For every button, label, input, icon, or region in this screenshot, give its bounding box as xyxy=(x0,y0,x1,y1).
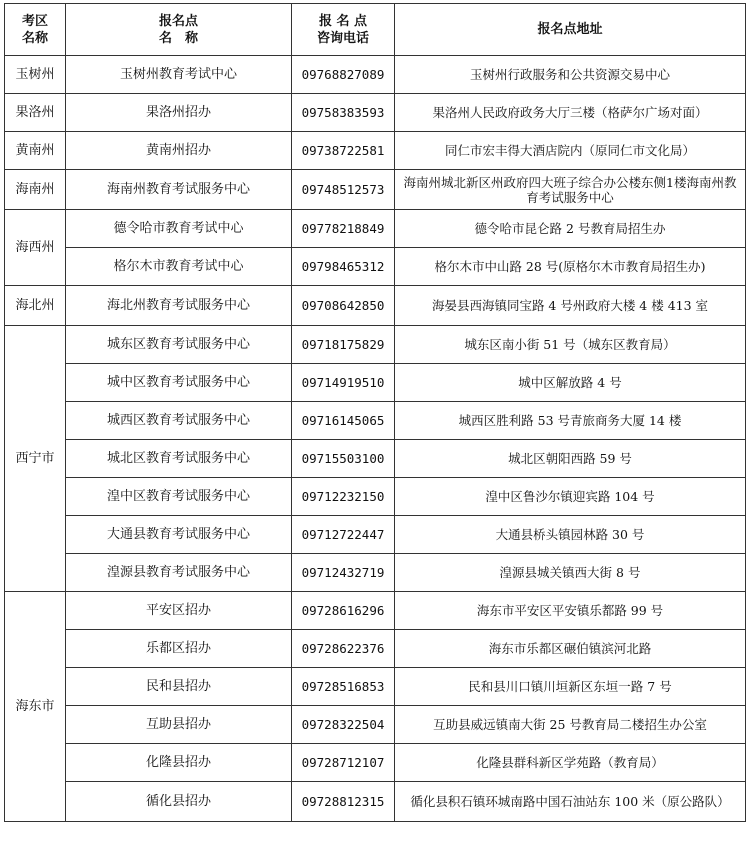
region-cell: 西宁市 xyxy=(5,326,66,592)
address-cell: 果洛州人民政府政务大厅三楼（格萨尔广场对面） xyxy=(395,94,746,132)
address-cell: 同仁市宏丰得大酒店院内（原同仁市文化局） xyxy=(395,132,746,170)
address-cell: 循化县积石镇环城南路中国石油站东 100 米（原公路队） xyxy=(395,782,746,822)
phone-cell: 09715503100 xyxy=(292,440,395,478)
site-cell: 果洛州招办 xyxy=(66,94,292,132)
site-cell: 化隆县招办 xyxy=(66,744,292,782)
phone-cell: 09708642850 xyxy=(292,286,395,326)
phone-cell: 09728516853 xyxy=(292,668,395,706)
header-site xyxy=(66,4,292,56)
header-site-line1: 报名点 xyxy=(158,13,198,29)
phone-cell: 09728622376 xyxy=(292,630,395,668)
table-row xyxy=(5,554,746,592)
phone-cell: 09712232150 xyxy=(292,478,395,516)
phone-cell: 09728616296 xyxy=(292,592,395,630)
phone-cell: 09714919510 xyxy=(292,364,395,402)
address-cell: 湟中区鲁沙尔镇迎宾路 104 号 xyxy=(395,478,746,516)
phone-cell: 09768827089 xyxy=(292,56,395,94)
header-phone-line1: 报 名 点 xyxy=(318,13,368,29)
table-row xyxy=(5,364,746,402)
table-row xyxy=(5,782,746,822)
header-phone xyxy=(292,4,395,56)
address-cell: 海东市乐都区碾伯镇滨河北路 xyxy=(395,630,746,668)
header-phone-line2: 咨询电话 xyxy=(316,30,369,46)
address-cell: 海晏县西海镇同宝路 4 号州政府大楼 4 楼 413 室 xyxy=(395,286,746,326)
table-row xyxy=(5,132,746,170)
phone-cell: 09748512573 xyxy=(292,170,395,210)
table-row xyxy=(5,210,746,248)
phone-cell: 09716145065 xyxy=(292,402,395,440)
phone-cell: 09728712107 xyxy=(292,744,395,782)
address-cell: 海东市平安区平安镇乐都路 99 号 xyxy=(395,592,746,630)
site-cell: 玉树州教育考试中心 xyxy=(66,56,292,94)
address-cell: 格尔木市中山路 28 号(原格尔木市教育局招生办) xyxy=(395,248,746,286)
address-cell: 民和县川口镇川垣新区东垣一路 7 号 xyxy=(395,668,746,706)
phone-cell: 09798465312 xyxy=(292,248,395,286)
address-cell: 城中区解放路 4 号 xyxy=(395,364,746,402)
address-cell: 化隆县群科新区学苑路（教育局） xyxy=(395,744,746,782)
region-cell: 果洛州 xyxy=(5,94,66,132)
header-region-line1: 考区 xyxy=(21,13,48,29)
site-cell: 平安区招办 xyxy=(66,592,292,630)
address-cell: 城北区朝阳西路 59 号 xyxy=(395,440,746,478)
site-cell: 循化县招办 xyxy=(66,782,292,822)
address-cell: 城东区南小街 51 号（城东区教育局） xyxy=(395,326,746,364)
site-cell: 城北区教育考试服务中心 xyxy=(66,440,292,478)
site-cell: 城东区教育考试服务中心 xyxy=(66,326,292,364)
address-cell: 玉树州行政服务和公共资源交易中心 xyxy=(395,56,746,94)
table-row xyxy=(5,94,746,132)
region-cell: 玉树州 xyxy=(5,56,66,94)
address-cell: 互助县威远镇南大街 25 号教育局二楼招生办公室 xyxy=(395,706,746,744)
table-row xyxy=(5,440,746,478)
site-cell: 黄南州招办 xyxy=(66,132,292,170)
table-row xyxy=(5,248,746,286)
address-cell: 湟源县城关镇西大街 8 号 xyxy=(395,554,746,592)
table-row xyxy=(5,56,746,94)
site-cell: 互助县招办 xyxy=(66,706,292,744)
site-cell: 城西区教育考试服务中心 xyxy=(66,402,292,440)
address-cell: 大通县桥头镇园林路 30 号 xyxy=(395,516,746,554)
phone-cell: 09778218849 xyxy=(292,210,395,248)
table-row xyxy=(5,402,746,440)
site-cell: 湟中区教育考试服务中心 xyxy=(66,478,292,516)
region-cell: 海南州 xyxy=(5,170,66,210)
table-row xyxy=(5,478,746,516)
header-region xyxy=(5,4,66,56)
site-cell: 湟源县教育考试服务中心 xyxy=(66,554,292,592)
site-cell: 城中区教育考试服务中心 xyxy=(66,364,292,402)
phone-cell: 09718175829 xyxy=(292,326,395,364)
address-cell: 德令哈市昆仑路 2 号教育局招生办 xyxy=(395,210,746,248)
address-cell: 海南州城北新区州政府四大班子综合办公楼东侧1楼海南州教育考试服务中心 xyxy=(395,170,746,210)
table-row xyxy=(5,744,746,782)
site-cell: 海北州教育考试服务中心 xyxy=(66,286,292,326)
header-site-line2: 名 称 xyxy=(158,30,198,46)
phone-cell: 09758383593 xyxy=(292,94,395,132)
address-cell: 城西区胜利路 53 号青旅商务大厦 14 楼 xyxy=(395,402,746,440)
phone-cell: 09728812315 xyxy=(292,782,395,822)
site-cell: 德令哈市教育考试中心 xyxy=(66,210,292,248)
table-row xyxy=(5,668,746,706)
table-row xyxy=(5,706,746,744)
region-cell: 海西州 xyxy=(5,210,66,286)
region-cell: 海北州 xyxy=(5,286,66,326)
table-row xyxy=(5,516,746,554)
registration-sites-table xyxy=(4,3,746,822)
header-region-line2: 名称 xyxy=(21,30,48,46)
table-row xyxy=(5,630,746,668)
region-cell: 黄南州 xyxy=(5,132,66,170)
site-cell: 海南州教育考试服务中心 xyxy=(66,170,292,210)
table-row xyxy=(5,286,746,326)
table-row xyxy=(5,592,746,630)
table-row xyxy=(5,326,746,364)
site-cell: 乐都区招办 xyxy=(66,630,292,668)
phone-cell: 09712432719 xyxy=(292,554,395,592)
site-cell: 格尔木市教育考试中心 xyxy=(66,248,292,286)
region-cell: 海东市 xyxy=(5,592,66,822)
site-cell: 大通县教育考试服务中心 xyxy=(66,516,292,554)
phone-cell: 09712722447 xyxy=(292,516,395,554)
phone-cell: 09738722581 xyxy=(292,132,395,170)
table-header-row xyxy=(5,4,746,56)
header-address: 报名点地址 xyxy=(395,4,746,56)
table-row xyxy=(5,170,746,210)
site-cell: 民和县招办 xyxy=(66,668,292,706)
phone-cell: 09728322504 xyxy=(292,706,395,744)
